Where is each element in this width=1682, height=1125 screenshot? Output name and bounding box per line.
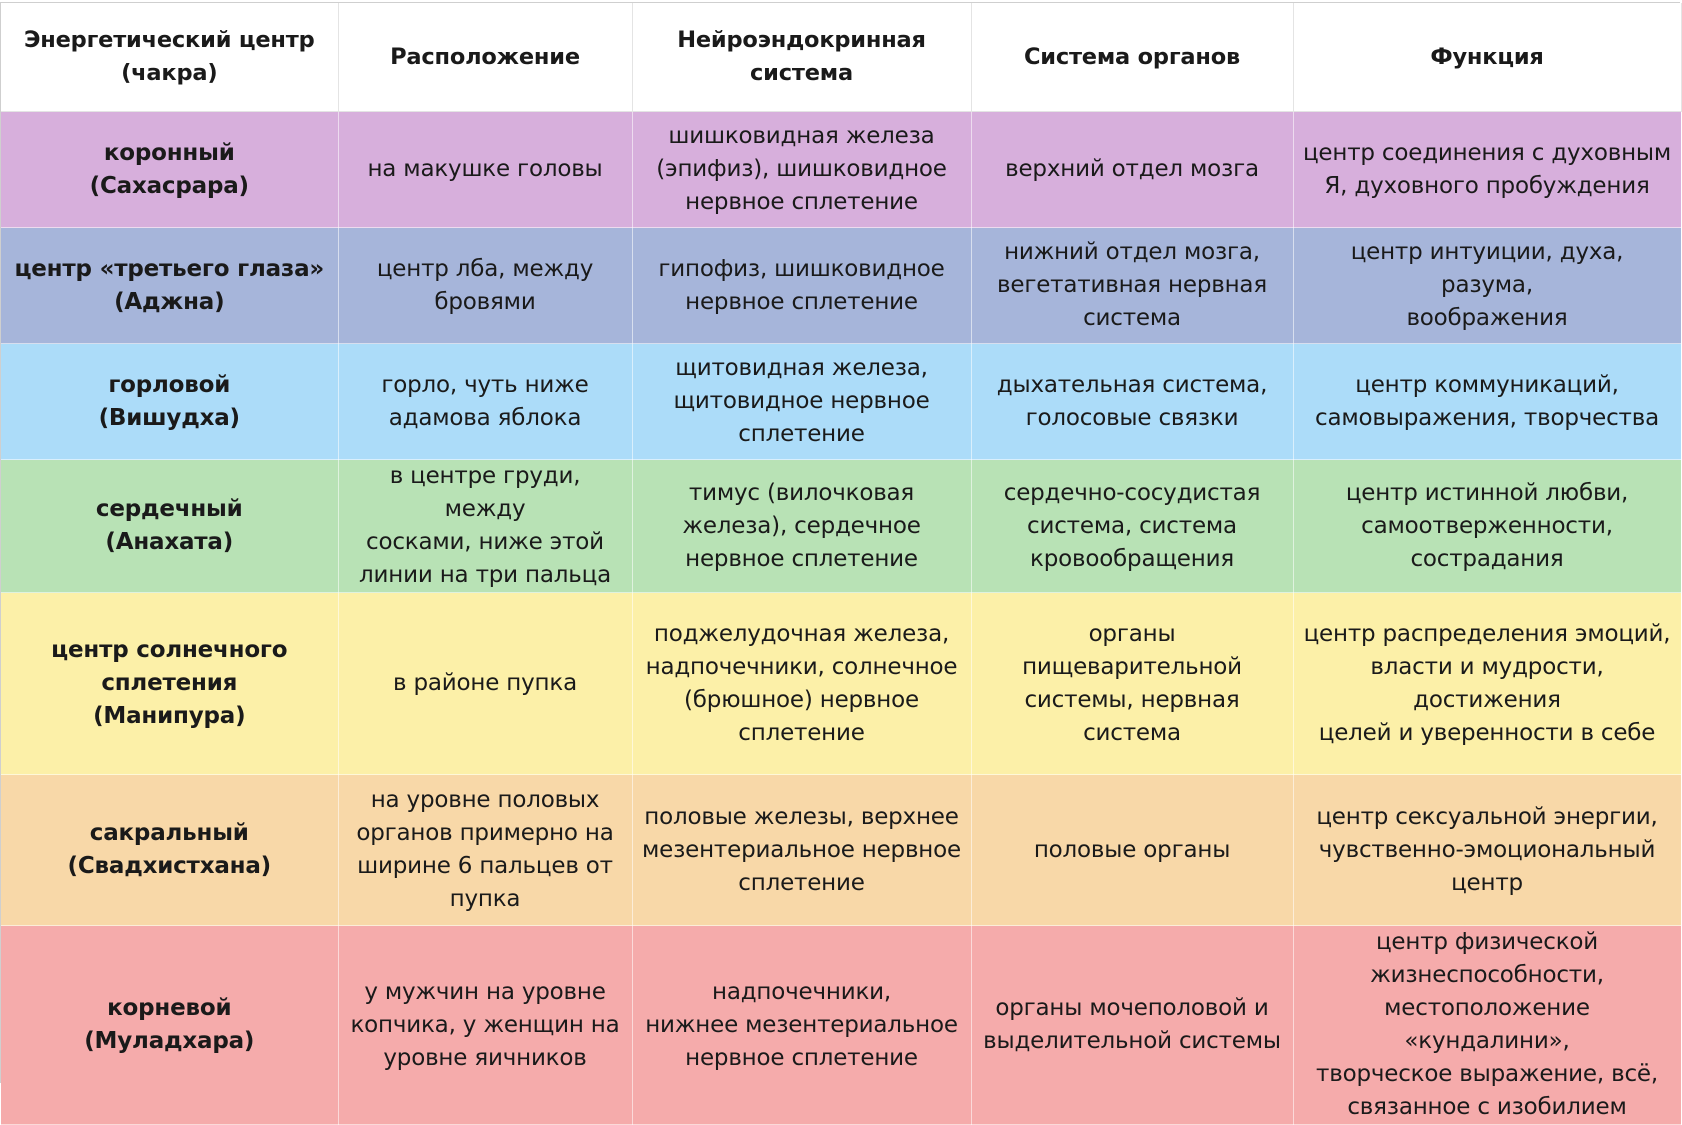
cell-text-line: ширине 6 пальцев от [357, 853, 613, 879]
table-row [1, 112, 1681, 228]
cell-text-line: надпочечники, солнечное [645, 653, 958, 680]
cell-text-line: система [1083, 305, 1181, 331]
cell-text-line: нижний отдел мозга, [1004, 239, 1260, 265]
cell-chakra-name [1, 112, 338, 228]
cell-neuroendocrine [632, 926, 971, 1125]
cell-text-line: адамова яблока [388, 404, 582, 431]
cell-text-line: бровями [434, 288, 536, 315]
cell-function [1293, 112, 1681, 228]
cell-text-line: половые железы, верхнее [644, 803, 959, 830]
cell-function [1293, 460, 1681, 593]
cell-text-line: в районе пупка [393, 670, 577, 696]
header-function [1293, 3, 1681, 112]
header-neuroendocrine [632, 3, 971, 112]
cell-text-line: железа), сердечное [682, 512, 921, 539]
cell-neuroendocrine [632, 344, 971, 460]
cell-text-line: Я, духовного пробуждения [1324, 172, 1650, 199]
header-text-line: (чакра) [121, 60, 218, 86]
cell-text-line: сплетения [101, 670, 238, 696]
cell-text-line: центр интуиции, духа, разума, [1350, 239, 1624, 298]
cell-organ-system [971, 112, 1293, 228]
cell-text-line: на макушке головы [367, 156, 603, 182]
cell-text-line: уровне яичников [383, 1044, 587, 1071]
cell-text-line: нервное сплетение [685, 189, 918, 215]
cell-text-line: центр коммуникаций, [1355, 371, 1619, 398]
cell-text-line: поджелудочная железа, [653, 620, 950, 647]
cell-text-line: власти и мудрости, достижения [1370, 653, 1604, 713]
cell-location [338, 344, 632, 460]
cell-text-line: система, система [1027, 512, 1237, 539]
cell-text-line: связанное с изобилием [1347, 1094, 1627, 1120]
cell-neuroendocrine [632, 775, 971, 926]
header-text-line: Система органов [1023, 43, 1241, 70]
cell-text-line: половые органы [1033, 836, 1231, 863]
cell-text-line: надпочечники, [711, 978, 891, 1005]
cell-location [338, 926, 632, 1125]
cell-text-line: нервное сплетение [685, 1044, 918, 1071]
cell-location [338, 112, 632, 228]
cell-neuroendocrine [632, 228, 971, 344]
cell-text-line: органы мочеполовой и [995, 995, 1269, 1021]
cell-organ-system [971, 460, 1293, 593]
cell-text-line: самоотверженности, [1361, 512, 1613, 539]
cell-text-line: горло, чуть ниже [381, 371, 589, 398]
cell-text-line: центр лба, между [376, 255, 594, 282]
cell-text-line: система [1083, 719, 1181, 746]
cell-text-line: сосками, ниже этой [366, 529, 604, 555]
cell-text-line: жизнеспособности, [1370, 962, 1604, 988]
cell-text-line: нервное сплетение [685, 545, 918, 572]
table-row [1, 775, 1681, 926]
cell-text-line: центр распределения эмоций, [1303, 620, 1671, 647]
header-chakra [1, 3, 338, 112]
cell-text-line: сердечный [95, 496, 243, 522]
cell-text-line: сплетение [738, 719, 865, 746]
cell-text-line: органы пищеварительной [1022, 620, 1242, 680]
cell-text-line: (Свадхистхана) [67, 853, 271, 879]
cell-text-line: (Вишудха) [98, 404, 240, 431]
cell-text-line: центр физической [1375, 929, 1599, 955]
cell-text-line: центр «третьего глаза» [14, 255, 325, 282]
cell-text-line: гипофиз, шишковидное [658, 255, 945, 282]
cell-function [1293, 593, 1681, 775]
chakra-table [1, 3, 1682, 1125]
table-row [1, 344, 1681, 460]
cell-text-line: воображения [1406, 305, 1568, 331]
cell-text-line: (Манипура) [93, 703, 246, 729]
header-text-line: Энергетический центр [23, 27, 315, 53]
table-row [1, 593, 1681, 775]
cell-chakra-name [1, 228, 338, 344]
cell-text-line: кровообращения [1030, 545, 1234, 572]
cell-organ-system [971, 593, 1293, 775]
cell-text-line: нервное сплетение [685, 288, 918, 315]
cell-text-line: тимус (вилочковая [688, 479, 915, 506]
cell-text-line: творческое выражение, всё, [1316, 1061, 1658, 1087]
cell-organ-system [971, 344, 1293, 460]
cell-function [1293, 926, 1681, 1125]
cell-text-line: шишковидная железа [668, 123, 935, 149]
cell-text-line: сакральный [89, 820, 249, 846]
cell-chakra-name [1, 460, 338, 593]
cell-text-line: целей и уверенности в себе [1318, 719, 1656, 746]
header-text-line: Расположение [390, 43, 580, 70]
table-body [1, 112, 1681, 1125]
cell-text-line: системы, нервная [1024, 686, 1240, 713]
cell-organ-system [971, 775, 1293, 926]
cell-text-line: центр сексуальной энергии, [1316, 803, 1658, 830]
cell-chakra-name [1, 926, 338, 1125]
cell-text-line: (Муладхара) [84, 1028, 255, 1054]
cell-chakra-name [1, 775, 338, 926]
table-row [1, 228, 1681, 344]
cell-text-line: (эпифиз), шишковидное [656, 156, 947, 182]
cell-text-line: (брюшное) нервное [684, 686, 919, 713]
cell-text-line: сердечно-сосудистая [1003, 479, 1261, 506]
cell-text-line: сострадания [1410, 545, 1564, 572]
cell-location [338, 593, 632, 775]
cell-text-line: верхний отдел мозга [1005, 156, 1259, 182]
cell-text-line: линии на три пальца [359, 562, 611, 588]
header-row [1, 3, 1681, 112]
chakra-table-frame [0, 2, 1680, 1120]
cell-text-line: органов примерно на [356, 820, 614, 846]
cell-text-line: горловой [108, 371, 231, 398]
cell-text-line: пупка [449, 886, 521, 912]
cell-neuroendocrine [632, 593, 971, 775]
cell-text-line: щитовидная железа, [675, 355, 928, 381]
header-location [338, 3, 632, 112]
header-text-line: система [750, 60, 853, 86]
cell-text-line: вегетативная нервная [997, 272, 1267, 298]
cell-text-line: в центре груди, между [389, 463, 581, 522]
header-text-line: Функция [1430, 43, 1544, 70]
cell-chakra-name [1, 593, 338, 775]
header-organ-system [971, 3, 1293, 112]
cell-text-line: самовыражения, творчества [1315, 404, 1659, 431]
cell-text-line: на уровне половых [370, 787, 600, 813]
cell-text-line: центр истинной любви, [1345, 479, 1629, 506]
cell-text-line: (Анахата) [105, 529, 234, 555]
cell-text-line: у мужчин на уровне [364, 978, 606, 1005]
cell-text-line: нижнее мезентериальное [645, 1011, 958, 1038]
cell-text-line: центр соединения с духовным [1302, 139, 1672, 166]
cell-chakra-name [1, 344, 338, 460]
table-row [1, 460, 1681, 593]
cell-function [1293, 775, 1681, 926]
table-row [1, 926, 1681, 1125]
cell-location [338, 228, 632, 344]
cell-text-line: центр солнечного [51, 637, 288, 663]
cell-text-line: сплетение [738, 869, 865, 896]
cell-text-line: чувственно-эмоциональный [1318, 836, 1656, 863]
cell-text-line: (Аджна) [114, 288, 225, 315]
header-text-line: Нейроэндокринная [677, 27, 926, 53]
cell-location [338, 460, 632, 593]
cell-text-line: голосовые связки [1025, 404, 1239, 431]
cell-text-line: дыхательная система, [996, 371, 1268, 398]
cell-text-line: местоположение «кундалини», [1384, 995, 1590, 1054]
cell-organ-system [971, 228, 1293, 344]
cell-text-line: корневой [107, 995, 232, 1021]
cell-location [338, 775, 632, 926]
cell-neuroendocrine [632, 112, 971, 228]
cell-text-line: (Сахасрара) [89, 172, 249, 199]
cell-function [1293, 344, 1681, 460]
cell-text-line: коронный [103, 139, 235, 166]
cell-text-line: копчика, у женщин на [350, 1011, 620, 1038]
cell-text-line: мезентериальное нервное [642, 836, 961, 863]
cell-organ-system [971, 926, 1293, 1125]
cell-text-line: сплетение [738, 421, 865, 447]
cell-neuroendocrine [632, 460, 971, 593]
cell-text-line: выделительной системы [983, 1028, 1281, 1054]
cell-function [1293, 228, 1681, 344]
cell-text-line: центр [1451, 869, 1523, 896]
cell-text-line: щитовидное нервное [673, 388, 930, 414]
